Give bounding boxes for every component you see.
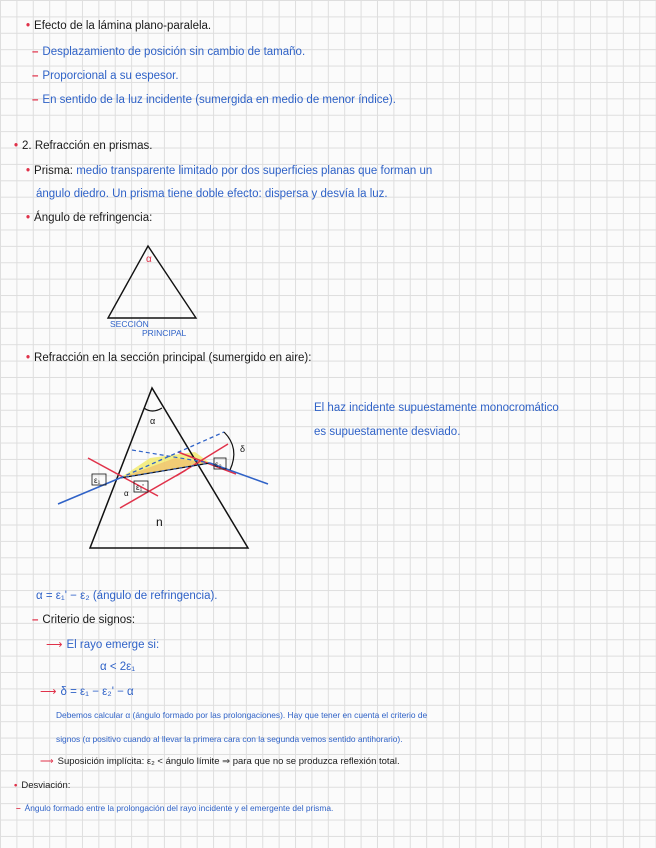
subpoint-desplazamiento: – Desplazamiento de posición sin cambio de tamaño. [32, 46, 306, 58]
alpha-small-label: α [124, 489, 129, 498]
eps1-label: ε₁ [94, 476, 101, 485]
emerge-line: ⟶ El rayo emerge si: [46, 639, 160, 651]
delta-label: δ [240, 444, 246, 454]
delta-formula: ⟶ δ = ε₁ − ε₂' − α [40, 686, 134, 698]
suposicion-line: ⟶ Suposición implícita: ε₂ < ángulo límite ⇒ para que no se produzca reflexión total. [40, 756, 400, 767]
haz-note-2: es supuestamente desviado. [314, 426, 461, 438]
desviacion-definition: – Ángulo formado entre la prolongación del rayo incidente y el emergente del prisma. [16, 803, 334, 813]
principal-label: PRINCIPAL [142, 328, 187, 338]
bullet-line-refraccion: • Refracción en la sección principal (sumergido en aire): [26, 352, 312, 364]
eps2-label: ε₂ [215, 460, 222, 469]
seccion-label: SECCIÓN [110, 319, 149, 329]
desviacion-heading: • Desviación: [14, 780, 71, 791]
alpha-apex-label: α [150, 416, 156, 426]
eps1p-label: ε₁' [136, 483, 144, 492]
subpoint-sentido: – En sentido de la luz incidente (sumergida en medio de menor índice). [32, 94, 396, 106]
incident-ray [58, 478, 120, 504]
prolongation-incident [120, 432, 224, 478]
signos-note: signos (α positivo cuando al llevar la primera cara con la segunda vemos sentido antihorario). [56, 734, 403, 744]
bullet-line-prisma: • Prisma: medio transparente limitado por dos superficies planas que forman un [26, 165, 433, 177]
bullet-line-angulo: • Ángulo de refringencia: [26, 212, 153, 224]
criterio-line: – Criterio de signos: [32, 614, 136, 626]
alpha-label: α [146, 254, 152, 265]
haz-note-1: El haz incidente supuestamente monocromático [314, 402, 559, 414]
bullet-line-lamina: • Efecto de la lámina plano-paralela. [26, 20, 212, 32]
subpoint-proporcional: – Proporcional a su espesor. [32, 70, 179, 82]
section-heading: • 2. Refracción en prismas. [14, 140, 153, 152]
calcular-note: Debemos calcular α (ángulo formado por las prolongaciones). Hay que tener en cuenta el criterio de [56, 710, 428, 720]
alpha-formula: α = ε₁' − ε₂ (ángulo de refringencia). [36, 590, 218, 602]
index-n-label: n [156, 515, 163, 529]
emerge-condition: α < 2ε₁ [100, 661, 136, 673]
prisma-continued: ángulo diedro. Un prisma tiene doble efecto: dispersa y desvía la luz. [36, 188, 388, 200]
